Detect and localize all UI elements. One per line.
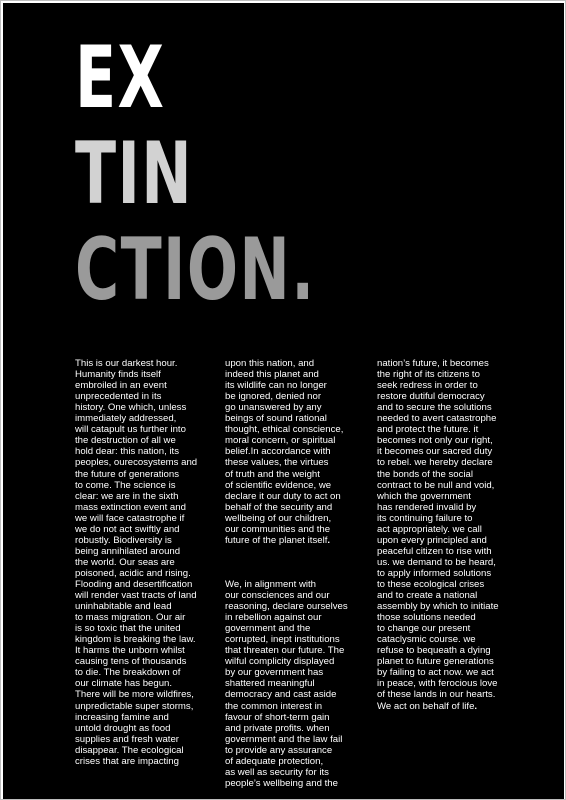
column-3-paragraph (377, 358, 527, 712)
column-3-paragraph-text: nation’s future, it becomes the right of its citizens to seek redress in order to restore dutiful democracy and to secure the solutions needed to avert catastrophe and protect the future. it becomes not only our right, it becomes our sacred duty to rebel. we hereby declare the bonds of the social contract to be null and void, which the government has rendered invalid by its continuing failure to act appropriately. we call upon every principled and peaceful citizen to rise with us. we demand to be heard, to apply informed solutions to these ecological crises and to create a national assembly by which to initiate those solutions needed to change our present cataclysmic course. we refuse to bequeath a dying planet to future generations by failing to act now. we act in peace, with ferocious love of these lands in our hearts. We act on behalf of life (377, 358, 499, 712)
headline-line-2: TIN (75, 124, 194, 224)
text-column-2 (225, 347, 375, 799)
column-3-paragraph-end: . (474, 700, 478, 712)
column-1-paragraph: This is our darkest hour. Humanity finds itself embroiled in an event unprecedented in its history. One which, unless immediately addressed, will catapult us further into the destruction of all we hold dear: this nation, its peoples, ourecosystems and the future of generations to come. The science is clear: we are in the sixth mass extinction event and we will face catastrophe if we do not act swiftly and robustly. Biodiversity is being annihilated around the world. Our seas are poisoned, acidic and rising. Flooding and desertification will render vast tracts of land uninhabitable and lead to mass migration. Our air is so toxic that the united kingdom is breaking the law. It harms the unborn whilst causing tens of thousands to die. The breakdown of our climate has begun. There will be more wildfires, unpredictable super storms, increasing famine and untold drought as food supplies and fresh water disappear. The ecological crises that are impacting (75, 358, 198, 767)
headline (75, 28, 316, 323)
column-2-paragraph-1-end: . (327, 534, 331, 546)
headline-line-3: CTION. (75, 220, 316, 320)
column-2-paragraph-2: We, in alignment with our consciences and our reasoning, declare ourselves in rebellion against our government and the corrupted, inept institutions that threaten our future. The wilful complicity displayed by our government has shattered meaningful democracy and cast aside the common interest in favour of short-term gain and private profits. when government and the law fail to provide any assurance of adequate protection, as well as security for its people’s wellbeing and the (225, 578, 348, 789)
column-2-paragraph-1-text: upon this nation, and indeed this planet and its wildlife can no longer be ignored, denied nor go unanswered by any beings of sound rational thought, ethical conscience, moral concern, or spiritual belief.In accordance with these values, the virtues of truth and the weight of scientific evidence, we declare it our duty to act on behalf of the security and wellbeing of our children, our communities and the future of the planet itself (225, 358, 344, 546)
text-column-1 (75, 347, 225, 778)
text-column-3 (377, 347, 527, 723)
poster-panel (3, 3, 564, 799)
column-2-paragraph-1 (225, 358, 375, 546)
paragraph-gap (225, 557, 375, 568)
headline-line-1: EX (75, 28, 166, 128)
